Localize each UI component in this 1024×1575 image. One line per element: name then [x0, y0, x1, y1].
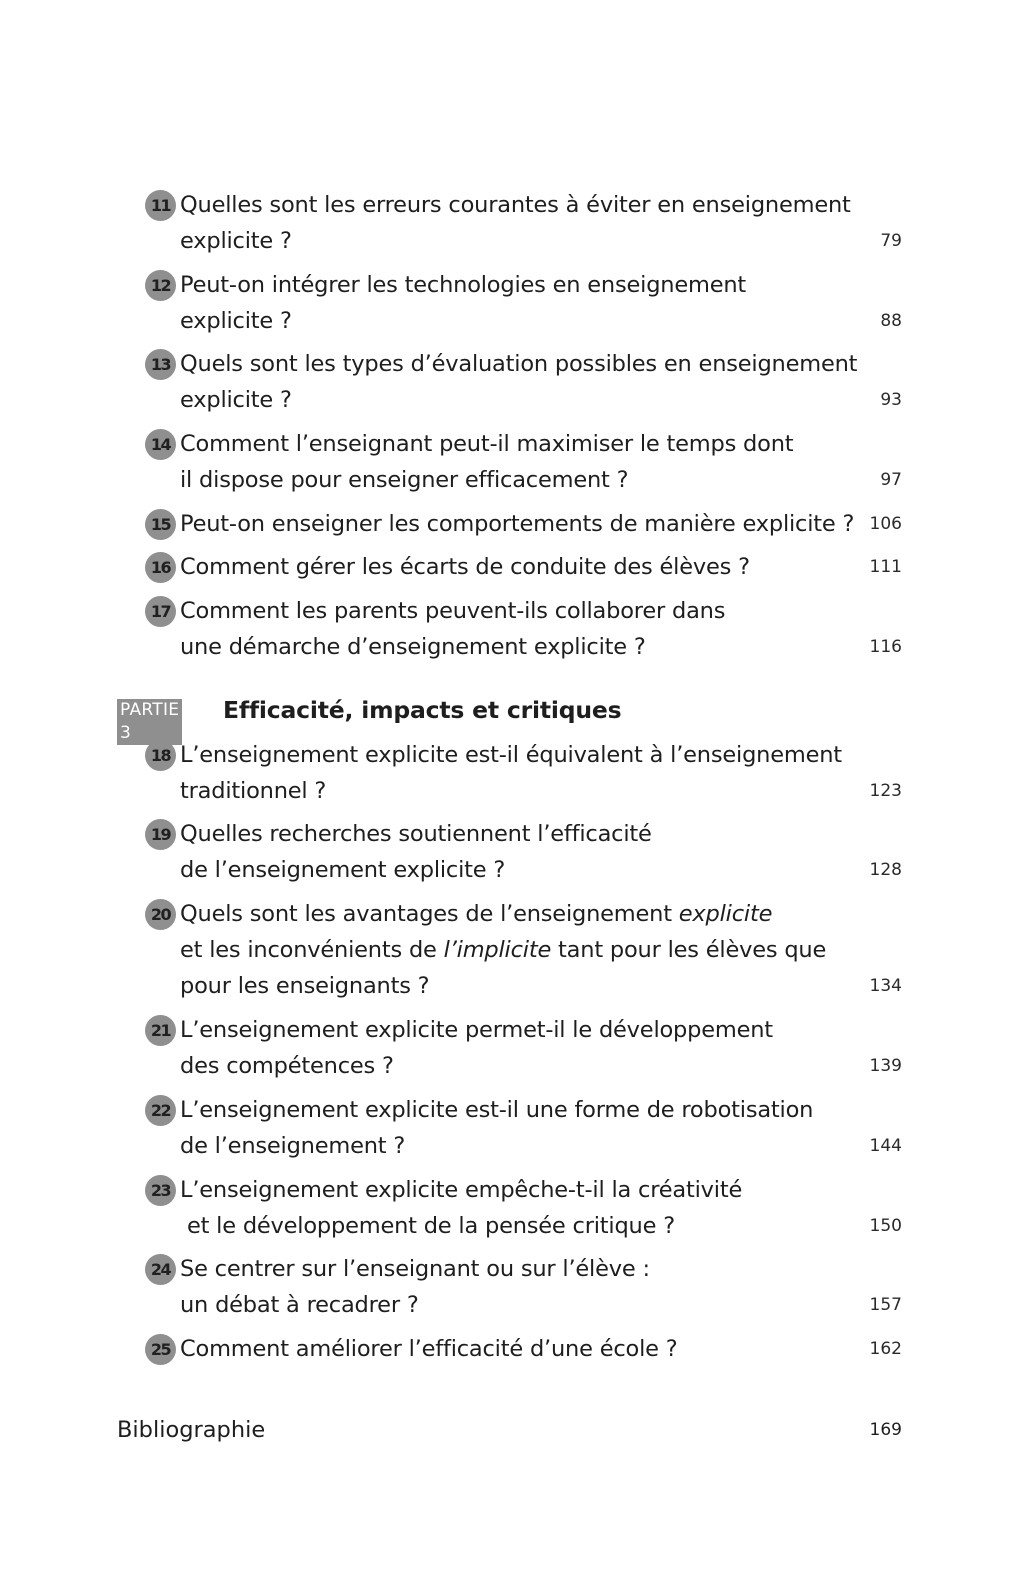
- page-number: 93: [880, 390, 902, 410]
- chapter-number-badge: 24: [145, 1254, 176, 1285]
- entry-title-line: L’enseignement explicite est-il équivalent à l’enseignement: [180, 742, 842, 768]
- page-number: 128: [869, 860, 902, 880]
- page-number: 139: [869, 1056, 902, 1076]
- entry-title-line: [180, 932, 826, 968]
- entry-title-line: L’enseignement explicite est-il une forme de robotisation: [180, 1097, 814, 1123]
- entry-title-line: Quelles sont les erreurs courantes à éviter en enseignement: [180, 192, 851, 218]
- entry-title-line: Comment les parents peuvent-ils collaborer dans: [180, 598, 726, 624]
- bibliography-link[interactable]: Bibliographie: [117, 1417, 266, 1443]
- page-number: 79: [880, 231, 902, 251]
- part-title: Efficacité, impacts et critiques: [223, 696, 622, 724]
- entry-title-line: et le développement de la pensée critique ?: [180, 1213, 675, 1239]
- chapter-number-badge: 11: [145, 190, 176, 221]
- page-number: 106: [869, 514, 902, 534]
- chapter-number-badge: 25: [145, 1334, 176, 1365]
- entry-title-text: tant pour les élèves que: [551, 937, 827, 963]
- chapter-number-badge: 23: [145, 1175, 176, 1206]
- page-number: 157: [869, 1295, 902, 1315]
- entry-title-line: Comment améliorer l’efficacité d’une école ?: [180, 1336, 678, 1362]
- entry-title-line: Se centrer sur l’enseignant ou sur l’élève :: [180, 1256, 650, 1282]
- entry-title-line: explicite ?: [180, 228, 292, 254]
- page-number: 162: [869, 1339, 902, 1359]
- entry-title-line: traditionnel ?: [180, 778, 327, 804]
- chapter-number-badge: 17: [145, 596, 176, 627]
- page-number: 134: [869, 976, 902, 996]
- part-label: PARTIE 3: [117, 699, 182, 745]
- entry-title-line: de l’enseignement explicite ?: [180, 857, 506, 883]
- entry-title-line: Peut-on enseigner les comportements de manière explicite ?: [180, 511, 855, 537]
- entry-title-line: Peut-on intégrer les technologies en enseignement: [180, 272, 747, 298]
- entry-title-line: explicite ?: [180, 308, 292, 334]
- page-number: 97: [880, 470, 902, 490]
- page-number: 144: [869, 1136, 902, 1156]
- entry-title-line: [180, 896, 772, 932]
- entry-title-line: il dispose pour enseigner efficacement ?: [180, 467, 629, 493]
- entry-title-line: explicite ?: [180, 387, 292, 413]
- chapter-number-badge: 19: [145, 819, 176, 850]
- entry-title-italic: explicite: [678, 901, 773, 927]
- entry-title-line: Quels sont les types d’évaluation possibles en enseignement: [180, 351, 858, 377]
- bibliography-page-number: 169: [869, 1420, 902, 1440]
- entry-title-text: Quels sont les avantages de l’enseignement: [180, 901, 679, 927]
- entry-title-line: L’enseignement explicite permet-il le développement: [180, 1017, 773, 1043]
- entry-title-line: Comment l’enseignant peut-il maximiser le temps dont: [180, 431, 794, 457]
- chapter-number-badge: 13: [145, 349, 176, 380]
- entry-title-italic: l’implicite: [443, 937, 552, 963]
- chapter-number-badge: 12: [145, 270, 176, 301]
- chapter-number-badge: 16: [145, 552, 176, 583]
- entry-title-line: un débat à recadrer ?: [180, 1292, 419, 1318]
- page-number: 123: [869, 781, 902, 801]
- chapter-number-badge: 20: [145, 899, 176, 930]
- chapter-number-badge: 18: [145, 740, 176, 771]
- entry-title-line: Quelles recherches soutiennent l’efficacité: [180, 821, 652, 847]
- entry-title-line: de l’enseignement ?: [180, 1133, 406, 1159]
- entry-title-line: Comment gérer les écarts de conduite des élèves ?: [180, 554, 750, 580]
- entry-title-line: une démarche d’enseignement explicite ?: [180, 634, 646, 660]
- entry-title-line: L’enseignement explicite empêche-t-il la créativité: [180, 1177, 743, 1203]
- page-number: 88: [880, 311, 902, 331]
- chapter-number-badge: 15: [145, 509, 176, 540]
- page-number: 111: [869, 557, 902, 577]
- chapter-number-badge: 14: [145, 429, 176, 460]
- chapter-number-badge: 21: [145, 1015, 176, 1046]
- page-number: 116: [869, 637, 902, 657]
- entry-title-line: des compétences ?: [180, 1053, 394, 1079]
- chapter-number-badge: 22: [145, 1095, 176, 1126]
- entry-title-text: et les inconvénients de: [180, 937, 444, 963]
- entry-title-line: pour les enseignants ?: [180, 973, 430, 999]
- page-number: 150: [869, 1216, 902, 1236]
